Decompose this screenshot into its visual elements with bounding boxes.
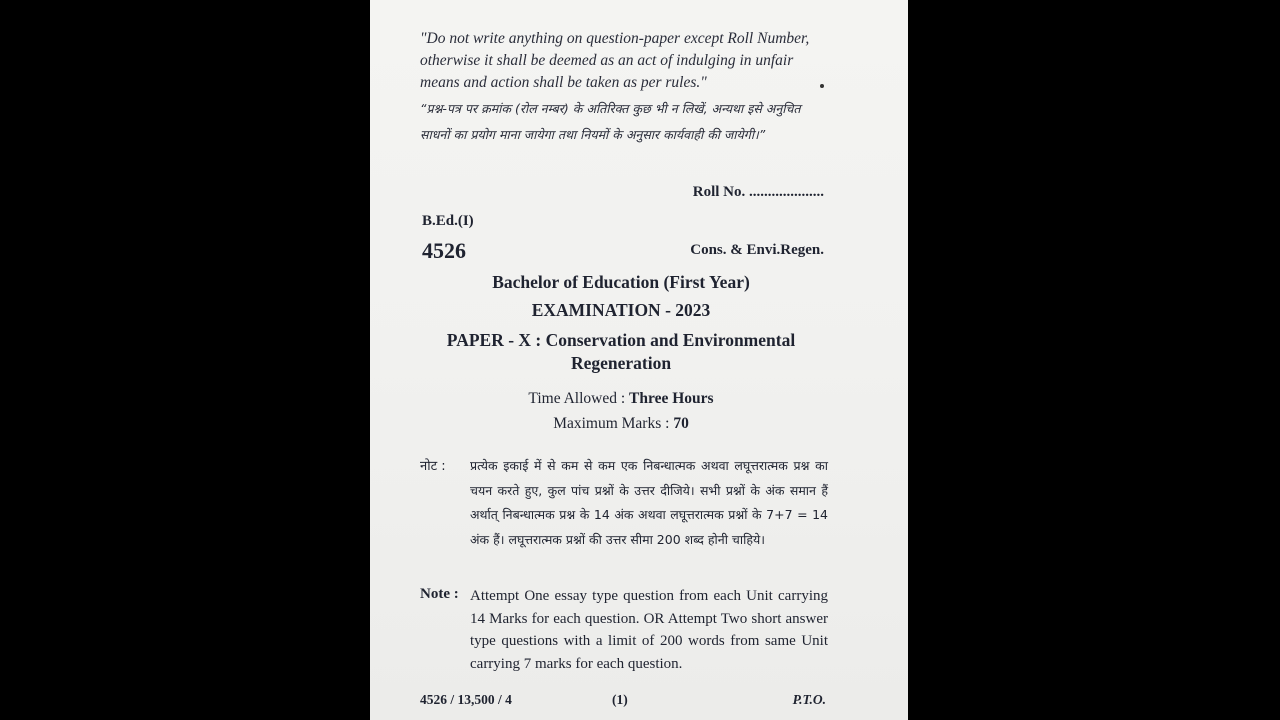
paper-code: 4526 xyxy=(422,238,466,263)
short-title: Cons. & Envi.Regen. xyxy=(690,242,824,258)
maximum-marks-label: Maximum Marks : xyxy=(553,415,674,432)
note-english-label: Note : xyxy=(420,586,459,602)
note-english-text: Attempt One essay type question from each Unit carrying 14 Marks for each question. OR Attempt Two short answer type questions with a limit of 200 words from same Unit carrying 7 marks for each question. xyxy=(470,588,828,672)
footer-pto: P.T.O. xyxy=(792,692,826,707)
warning-english: "Do not write anything on question-paper except Roll Number, otherwise it shall be deemed as an act of indulging in unfair means and action shall be taken as per rules." xyxy=(420,30,810,91)
paper-title: PAPER - X : Conservation and Environmental Regeneration xyxy=(446,330,796,373)
question-paper-page xyxy=(370,0,908,720)
ink-dot xyxy=(820,84,824,88)
footer-page-number: (1) xyxy=(612,692,628,707)
note-hindi-text: प्रत्येक इकाई में से कम से कम एक निबन्धात्मक अथवा लघूत्तरात्मक प्रश्न का चयन करते हुए, कुल पांच प्रश्नों के उत्तर दीजिये। सभी प्रश्नों के अंक समान हैं अर्थात् निबन्धात्मक प्रश्न के 14 अंक अथवा लघूत्तरात्मक प्रश्नों के 7+7 = 14 अंक हैं। लघूत्तरात्मक प्रश्नों की उत्तर सीमा 200 शब्द होनी चाहिये। xyxy=(470,458,828,547)
maximum-marks xyxy=(410,415,832,433)
course-code: B.Ed.(I) xyxy=(422,213,474,229)
note-hindi-label: नोट : xyxy=(420,459,446,474)
time-allowed-value: Three Hours xyxy=(629,390,714,407)
time-allowed-label: Time Allowed : xyxy=(528,390,630,407)
footer-code: 4526 / 13,500 / 4 xyxy=(420,692,512,707)
exam-title: Bachelor of Education (First Year) xyxy=(492,272,750,292)
maximum-marks-value: 70 xyxy=(673,415,689,432)
time-allowed xyxy=(410,390,832,408)
warning-hindi: “प्रश्न-पत्र पर क्रमांक (रोल नम्बर) के अतिरिक्त कुछ भी न लिखें, अन्यथा इसे अनुचित साधनों का प्रयोग माना जायेगा तथा नियमों के अनुसार कार्यवाही की जायेगी।” xyxy=(420,101,801,142)
roll-number-field: Roll No. .................... xyxy=(692,184,824,200)
exam-year: EXAMINATION - 2023 xyxy=(531,300,711,320)
